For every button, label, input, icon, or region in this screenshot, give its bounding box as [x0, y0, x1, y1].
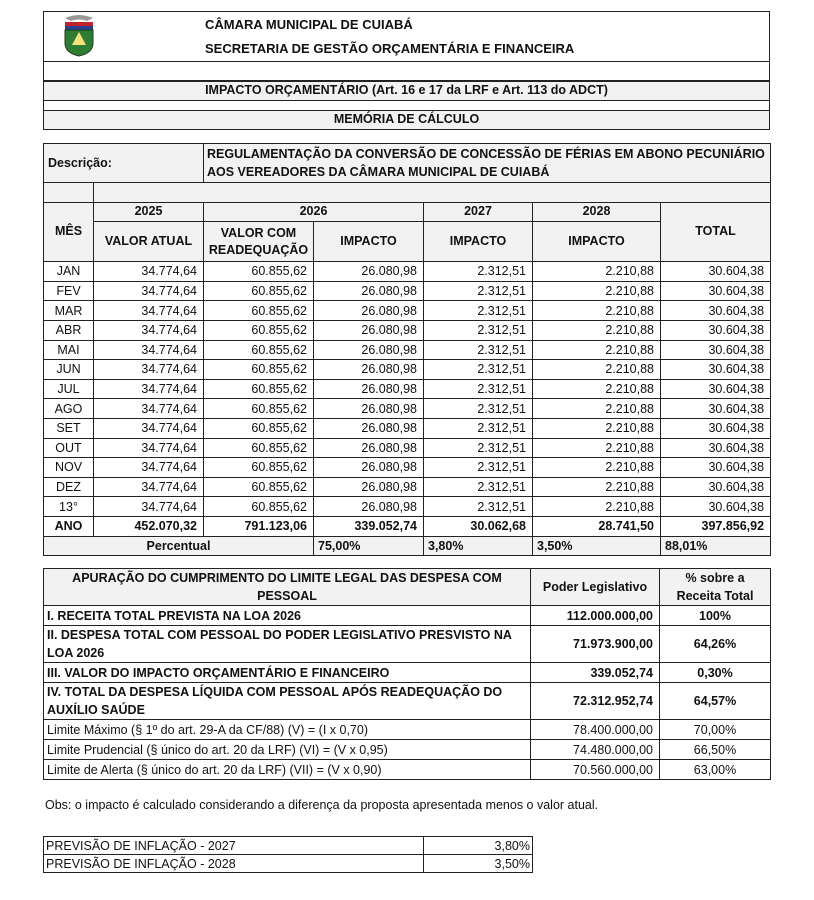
document-subtitle: MEMÓRIA DE CÁLCULO [43, 110, 770, 130]
cell-impacto-2028: 2.210,88 [533, 438, 661, 458]
month-row [44, 379, 771, 399]
limit-pct: 63,00% [660, 760, 771, 780]
cell-valor-atual: 34.774,64 [94, 458, 204, 478]
cell-impacto-2028: 2.210,88 [533, 320, 661, 340]
header-line: APURAÇÃO DO CUMPRIMENTO DO LIMITE LEGAL DAS DESPESA COM [72, 571, 502, 585]
cell-valor-readequacao: 60.855,62 [204, 340, 314, 360]
limit-header-value: Poder Legislativo [531, 569, 660, 606]
cell-valor-atual: 34.774,64 [94, 262, 204, 282]
description-label: Descrição: [44, 144, 204, 183]
cell-mes: DEZ [44, 477, 94, 497]
cell-impacto-2027: 2.312,51 [424, 497, 533, 517]
cell-mes: MAI [44, 340, 94, 360]
header-line: % sobre a [685, 571, 745, 585]
limit-pct: 100% [660, 606, 771, 626]
cell-valor-readequacao: 791.123,06 [204, 516, 314, 536]
limit-label: III. VALOR DO IMPACTO ORÇAMENTÁRIO E FINANCEIRO [44, 663, 531, 683]
spacer-row [43, 101, 770, 110]
header-line: READEQUAÇÃO [208, 242, 309, 257]
cell-valor-readequacao: 60.855,62 [204, 497, 314, 517]
coat-of-arms-icon [57, 13, 101, 57]
inflation-table [43, 836, 533, 873]
cell-total: 397.856,92 [661, 516, 771, 536]
cell-impacto-2027: 2.312,51 [424, 438, 533, 458]
inflation-row [44, 837, 533, 855]
cell-impacto-2026: 26.080,98 [314, 379, 424, 399]
percent-row [44, 536, 771, 556]
header-line: PESSOAL [257, 589, 317, 603]
document-title: IMPACTO ORÇAMENTÁRIO (Art. 16 e 17 da LRF e Art. 113 do ADCT) [43, 81, 770, 101]
cell-impacto-2028: 2.210,88 [533, 379, 661, 399]
cell-valor-atual: 34.774,64 [94, 301, 204, 321]
cell-valor-readequacao: 60.855,62 [204, 281, 314, 301]
limit-pct: 0,30% [660, 663, 771, 683]
col-header-valor-atual: VALOR ATUAL [94, 222, 204, 262]
description-row [44, 144, 771, 183]
limit-pct: 66,50% [660, 740, 771, 760]
personnel-limit-table [43, 568, 771, 780]
budget-impact-table [43, 143, 771, 556]
cell-total: 30.604,38 [661, 399, 771, 419]
cell-impacto-2026: 26.080,98 [314, 399, 424, 419]
cell-mes: JAN [44, 262, 94, 282]
col-header-2025: 2025 [94, 202, 204, 222]
month-row [44, 301, 771, 321]
cell-impacto-2028: 2.210,88 [533, 477, 661, 497]
cell-mes: 13° [44, 497, 94, 517]
cell-impacto-2028: 2.210,88 [533, 458, 661, 478]
cell-mes: NOV [44, 458, 94, 478]
cell-valor-atual: 34.774,64 [94, 281, 204, 301]
cell-valor-readequacao: 60.855,62 [204, 360, 314, 380]
cell-valor-atual: 34.774,64 [94, 320, 204, 340]
cell-mes: MAR [44, 301, 94, 321]
observation-note: Obs: o impacto é calculado considerando a diferença da proposta apresentada menos o valor atual. [45, 798, 599, 812]
cell-impacto-2026: 26.080,98 [314, 497, 424, 517]
limit-value: 78.400.000,00 [531, 720, 660, 740]
limit-label: I. RECEITA TOTAL PREVISTA NA LOA 2026 [44, 606, 531, 626]
cell-valor-readequacao: 60.855,62 [204, 458, 314, 478]
annual-total-row [44, 516, 771, 536]
inflation-label: PREVISÃO DE INFLAÇÃO - 2027 [44, 837, 424, 855]
inflation-label: PREVISÃO DE INFLAÇÃO - 2028 [44, 855, 424, 873]
institution-name: CÂMARA MUNICIPAL DE CUIABÁ [205, 17, 413, 32]
limit-value: 74.480.000,00 [531, 740, 660, 760]
cell-impacto-2028: 28.741,50 [533, 516, 661, 536]
cell-total: 30.604,38 [661, 379, 771, 399]
cell-impacto-2027: 2.312,51 [424, 320, 533, 340]
cell-impacto-2026: 26.080,98 [314, 262, 424, 282]
inflation-value: 3,50% [424, 855, 533, 873]
cell-mes: ANO [44, 516, 94, 536]
cell-valor-readequacao: 60.855,62 [204, 399, 314, 419]
cell-mes: JUL [44, 379, 94, 399]
cell-impacto-2028: 2.210,88 [533, 262, 661, 282]
cell-impacto-2027: 2.312,51 [424, 301, 533, 321]
col-header-valor-com-readequacao [204, 222, 314, 262]
limit-row [44, 663, 771, 683]
cell-valor-readequacao: 60.855,62 [204, 301, 314, 321]
limit-value: 339.052,74 [531, 663, 660, 683]
cell-impacto-2028: 2.210,88 [533, 340, 661, 360]
cell-mes: JUN [44, 360, 94, 380]
cell-valor-readequacao: 60.855,62 [204, 438, 314, 458]
limit-label: II. DESPESA TOTAL COM PESSOAL DO PODER LEGISLATIVO PRESVISTO NA LOA 2026 [44, 626, 531, 663]
limit-pct: 70,00% [660, 720, 771, 740]
cell-impacto-2028: 2.210,88 [533, 301, 661, 321]
col-header-impacto-2028: IMPACTO [533, 222, 661, 262]
spacer-cell [94, 183, 771, 203]
percent-2028: 3,50% [533, 536, 661, 556]
cell-valor-atual: 34.774,64 [94, 438, 204, 458]
spacer-row [44, 183, 771, 203]
cell-valor-readequacao: 60.855,62 [204, 320, 314, 340]
description-line-1: REGULAMENTAÇÃO DA CONVERSÃO DE CONCESSÃO DE FÉRIAS EM ABONO PECUNIÁRIO [207, 147, 765, 161]
header-line: Receita Total [676, 589, 754, 603]
percent-label: Percentual [44, 536, 314, 556]
cell-total: 30.604,38 [661, 340, 771, 360]
col-header-2028: 2028 [533, 202, 661, 222]
cell-impacto-2026: 26.080,98 [314, 458, 424, 478]
cell-impacto-2027: 2.312,51 [424, 418, 533, 438]
limit-value: 71.973.900,00 [531, 626, 660, 663]
cell-mes: ABR [44, 320, 94, 340]
cell-valor-atual: 34.774,64 [94, 340, 204, 360]
cell-impacto-2027: 2.312,51 [424, 360, 533, 380]
cell-valor-atual: 34.774,64 [94, 477, 204, 497]
cell-impacto-2027: 2.312,51 [424, 340, 533, 360]
limit-header-row [44, 569, 771, 606]
cell-impacto-2026: 339.052,74 [314, 516, 424, 536]
month-row [44, 418, 771, 438]
cell-total: 30.604,38 [661, 262, 771, 282]
year-header-row [44, 202, 771, 222]
percent-2027: 3,80% [424, 536, 533, 556]
cell-total: 30.604,38 [661, 477, 771, 497]
cell-impacto-2027: 2.312,51 [424, 281, 533, 301]
cell-valor-readequacao: 60.855,62 [204, 262, 314, 282]
cell-impacto-2026: 26.080,98 [314, 477, 424, 497]
month-row [44, 458, 771, 478]
cell-impacto-2027: 2.312,51 [424, 477, 533, 497]
cell-total: 30.604,38 [661, 320, 771, 340]
cell-total: 30.604,38 [661, 301, 771, 321]
cell-impacto-2027: 2.312,51 [424, 379, 533, 399]
limit-value: 70.560.000,00 [531, 760, 660, 780]
cell-valor-atual: 34.774,64 [94, 497, 204, 517]
inflation-value: 3,80% [424, 837, 533, 855]
cell-total: 30.604,38 [661, 497, 771, 517]
cell-impacto-2028: 2.210,88 [533, 418, 661, 438]
month-row [44, 497, 771, 517]
cell-valor-readequacao: 60.855,62 [204, 477, 314, 497]
cell-total: 30.604,38 [661, 281, 771, 301]
cell-valor-atual: 34.774,64 [94, 379, 204, 399]
limit-row [44, 626, 771, 663]
col-header-impacto-2026: IMPACTO [314, 222, 424, 262]
cell-valor-atual: 34.774,64 [94, 360, 204, 380]
limit-label: IV. TOTAL DA DESPESA LÍQUIDA COM PESSOAL APÓS READEQUAÇÃO DO AUXÍLIO SAÚDE [44, 683, 531, 720]
spacer-row [43, 62, 770, 81]
limit-header-title [44, 569, 531, 606]
month-row [44, 438, 771, 458]
cell-mes: SET [44, 418, 94, 438]
month-row [44, 399, 771, 419]
limit-header-pct [660, 569, 771, 606]
cell-valor-atual: 34.774,64 [94, 418, 204, 438]
col-header-mes: MÊS [44, 202, 94, 262]
description-line-2: AOS VEREADORES DA CÂMARA MUNICIPAL DE CUIABÁ [207, 165, 550, 179]
cell-impacto-2026: 26.080,98 [314, 418, 424, 438]
cell-mes: OUT [44, 438, 94, 458]
percent-2026: 75,00% [314, 536, 424, 556]
month-row [44, 281, 771, 301]
cell-mes: AGO [44, 399, 94, 419]
cell-impacto-2028: 2.210,88 [533, 360, 661, 380]
limit-row [44, 720, 771, 740]
percent-total: 88,01% [661, 536, 771, 556]
cell-impacto-2027: 30.062,68 [424, 516, 533, 536]
cell-mes: FEV [44, 281, 94, 301]
month-row [44, 360, 771, 380]
limit-row [44, 606, 771, 626]
cell-total: 30.604,38 [661, 418, 771, 438]
cell-valor-readequacao: 60.855,62 [204, 379, 314, 399]
cell-impacto-2026: 26.080,98 [314, 320, 424, 340]
col-header-2027: 2027 [424, 202, 533, 222]
cell-valor-atual: 34.774,64 [94, 399, 204, 419]
cell-impacto-2027: 2.312,51 [424, 458, 533, 478]
month-row [44, 320, 771, 340]
cell-impacto-2026: 26.080,98 [314, 301, 424, 321]
limit-value: 112.000.000,00 [531, 606, 660, 626]
cell-valor-readequacao: 60.855,62 [204, 418, 314, 438]
limit-value: 72.312.952,74 [531, 683, 660, 720]
cell-impacto-2026: 26.080,98 [314, 340, 424, 360]
col-header-total: TOTAL [661, 202, 771, 262]
cell-total: 30.604,38 [661, 360, 771, 380]
cell-total: 30.604,38 [661, 438, 771, 458]
cell-total: 30.604,38 [661, 458, 771, 478]
month-row [44, 340, 771, 360]
month-row [44, 262, 771, 282]
spacer-cell [44, 183, 94, 203]
limit-row [44, 760, 771, 780]
department-name: SECRETARIA DE GESTÃO ORÇAMENTÁRIA E FINANCEIRA [205, 41, 575, 56]
limit-row [44, 683, 771, 720]
cell-impacto-2028: 2.210,88 [533, 281, 661, 301]
cell-impacto-2026: 26.080,98 [314, 360, 424, 380]
cell-impacto-2028: 2.210,88 [533, 497, 661, 517]
cell-impacto-2027: 2.312,51 [424, 399, 533, 419]
cell-impacto-2028: 2.210,88 [533, 399, 661, 419]
limit-label: Limite de Alerta (§ único do art. 20 da LRF) (VII) = (V x 0,90) [44, 760, 531, 780]
header-line: VALOR COM [220, 225, 297, 240]
col-header-impacto-2027: IMPACTO [424, 222, 533, 262]
inflation-row [44, 855, 533, 873]
cell-impacto-2027: 2.312,51 [424, 262, 533, 282]
col-header-2026: 2026 [204, 202, 424, 222]
month-row [44, 477, 771, 497]
description-text [204, 144, 771, 183]
limit-row [44, 740, 771, 760]
limit-label: Limite Máximo (§ 1º do art. 29-A da CF/88) (V) = (I x 0,70) [44, 720, 531, 740]
limit-pct: 64,57% [660, 683, 771, 720]
cell-impacto-2026: 26.080,98 [314, 281, 424, 301]
limit-label: Limite Prudencial (§ único do art. 20 da LRF) (VI) = (V x 0,95) [44, 740, 531, 760]
cell-impacto-2026: 26.080,98 [314, 438, 424, 458]
limit-pct: 64,26% [660, 626, 771, 663]
cell-valor-atual: 452.070,32 [94, 516, 204, 536]
